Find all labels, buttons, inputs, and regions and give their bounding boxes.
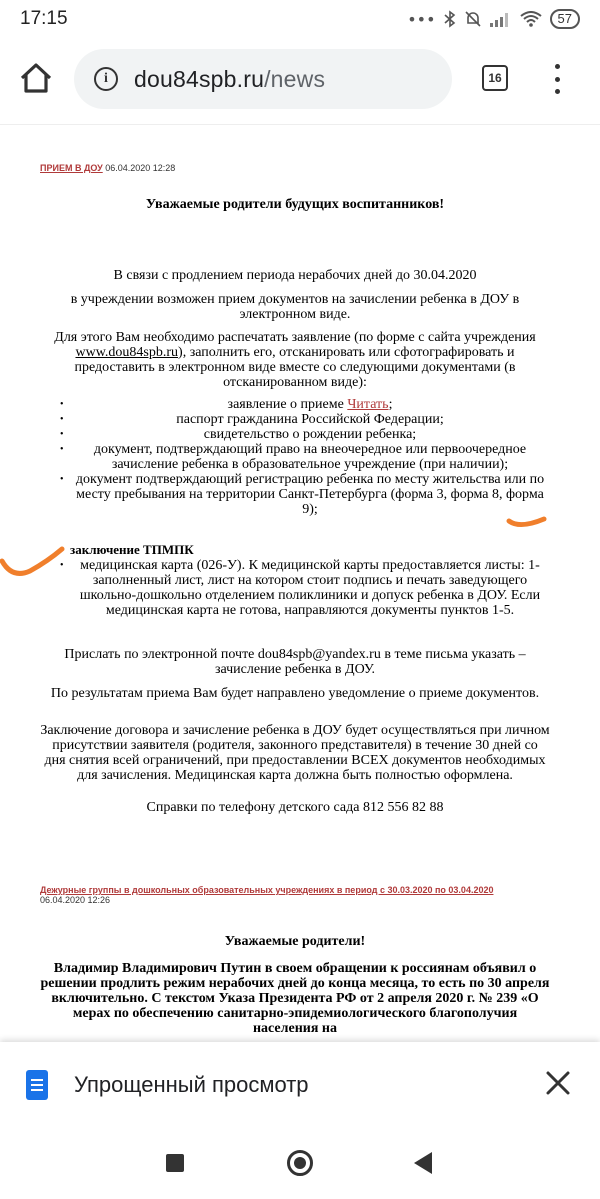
simplified-view-label[interactable]: Упрощенный просмотр (74, 1072, 309, 1097)
close-icon[interactable] (544, 1069, 572, 1097)
article-body (40, 647, 550, 677)
paragraph: В связи с продлением периода нерабочих дней до 30.04.2020 (113, 268, 477, 283)
system-nav-bar (0, 1130, 600, 1199)
tpmpk-block (70, 542, 580, 558)
document-list (40, 397, 550, 517)
home-nav-icon[interactable] (287, 1150, 313, 1176)
tpmpk-label: заключение ТПМПК (70, 542, 194, 557)
url-path: /news (264, 65, 326, 92)
battery-icon: 57 (550, 9, 580, 29)
simplified-view-bar[interactable] (0, 1042, 600, 1130)
article-body (40, 800, 550, 815)
list-item: • документ, подтверждающий право на внеочередное или первоочередное зачисление ребенка в образовательное учреждение (при наличии); (40, 442, 550, 472)
notification-dots: ••• (407, 9, 436, 29)
text: ; (388, 397, 393, 412)
paragraph: Заключение договора и зачисление ребенка в ДОУ будет осуществляться при личном присутствии заявителя (родителя, законного представителя) в течение 30 дней со дня снятия всей ограничений, при предоставлении ВСЕХ документов необходимых для зачисления. Медицинская карта должна быть полностью оформлена. (40, 723, 550, 783)
news-article (40, 163, 550, 173)
article-date: 06.04.2020 12:28 (105, 163, 176, 173)
bluetooth-icon (444, 10, 456, 28)
article-meta (40, 885, 500, 905)
article-body (40, 292, 550, 322)
list-item: • свидетельство о рождении ребенка; (40, 427, 550, 442)
article-title: Уважаемые родители! (224, 934, 366, 949)
article-body (40, 723, 550, 783)
article-title-block (40, 197, 550, 213)
mute-bell-icon (464, 10, 482, 28)
paragraph: Прислать по электронной почте dou84spb@yandex.ru в теме письма указать – зачисление ребенка в ДОУ. (64, 647, 526, 677)
paragraph: По результатам приема Вам будет направлено уведомление о приеме документов. (50, 686, 540, 701)
page-content[interactable] (0, 124, 600, 1043)
category-link[interactable]: ПРИЕМ В ДОУ (40, 163, 103, 173)
info-icon[interactable]: i (94, 67, 118, 91)
document-icon (26, 1070, 48, 1100)
status-time: 17:15 (20, 8, 68, 29)
list-item: • документ подтверждающий регистрацию ребенка по месту жительства или по месту пребывания на территории Санкт-Петербурга (форма 3, форма 8, форма 9); (40, 472, 550, 517)
article-body (40, 686, 550, 701)
site-link[interactable]: www.dou84spb.ru (75, 345, 179, 360)
paragraph: Владимир Владимирович Путин в своем обращении к россиянам объявил о решении продлить режим нерабочих дней до конца месяца, то есть по 30 апреля включительно. С текстом Указа Президента РФ от 2 апреля 2020 г. № 239 «О мерах по обеспечению санитарно-эпидемиологического благополучия населения на (40, 961, 550, 1036)
signal-icon (490, 11, 512, 27)
menu-icon[interactable] (550, 64, 564, 94)
medical-block (40, 558, 550, 618)
browser-toolbar (0, 38, 600, 124)
article-body (40, 268, 550, 283)
category-link[interactable]: Дежурные группы в дошкольных образовательных учреждениях в период с 30.03.2020 по 03.04.2020 (40, 885, 494, 895)
paragraph (40, 330, 550, 390)
annotation-stroke (506, 513, 548, 533)
paragraph: Справки по телефону детского сада 812 556 82 88 (146, 800, 444, 815)
article-title-block (40, 934, 550, 950)
wifi-icon (520, 11, 542, 27)
article-meta (40, 163, 550, 173)
article-date: 06.04.2020 12:26 (40, 895, 111, 905)
address-bar[interactable] (74, 49, 452, 109)
article-title: Уважаемые родители будущих воспитанников! (145, 197, 445, 212)
article-body (40, 330, 550, 390)
annotation-stroke (0, 543, 66, 583)
list-item: • паспорт гражданина Российской Федерации; (40, 412, 550, 427)
recents-icon[interactable] (166, 1154, 184, 1172)
tab-switcher-button[interactable]: 16 (482, 65, 508, 91)
text: Для этого Вам необходимо распечатать заявление (по форме с сайта учреждения (54, 330, 536, 345)
back-icon[interactable] (414, 1152, 432, 1174)
paragraph: в учреждении возможен прием документов на зачислении ребенка в ДОУ в электронном виде. (70, 292, 520, 322)
list-item: • медицинская карта (026-У). К медицинской карты предоставляется листы: 1-заполненный лист, лист на котором стоит подпись и печать заведующего школьно-дошкольно отделением поликлиники и допуск ребенка в ДОУ. Если медицинская карта не готова, направляются документы пунктов 1-5. (40, 558, 550, 618)
list-item (40, 397, 550, 412)
text: заявление о приеме (227, 397, 348, 412)
url-text[interactable] (134, 66, 325, 93)
home-icon[interactable] (18, 60, 54, 96)
text: ), заполнить его, отсканировать или сфотографировать и предоставить в электронном виде вместе со следующими документами (в отсканированном виде): (74, 345, 516, 390)
read-link[interactable]: Читать (347, 397, 389, 412)
status-icons (407, 9, 580, 29)
status-bar (0, 0, 600, 38)
news-article (40, 885, 500, 905)
article-body (40, 961, 550, 1036)
url-host: dou84spb.ru (134, 65, 265, 92)
